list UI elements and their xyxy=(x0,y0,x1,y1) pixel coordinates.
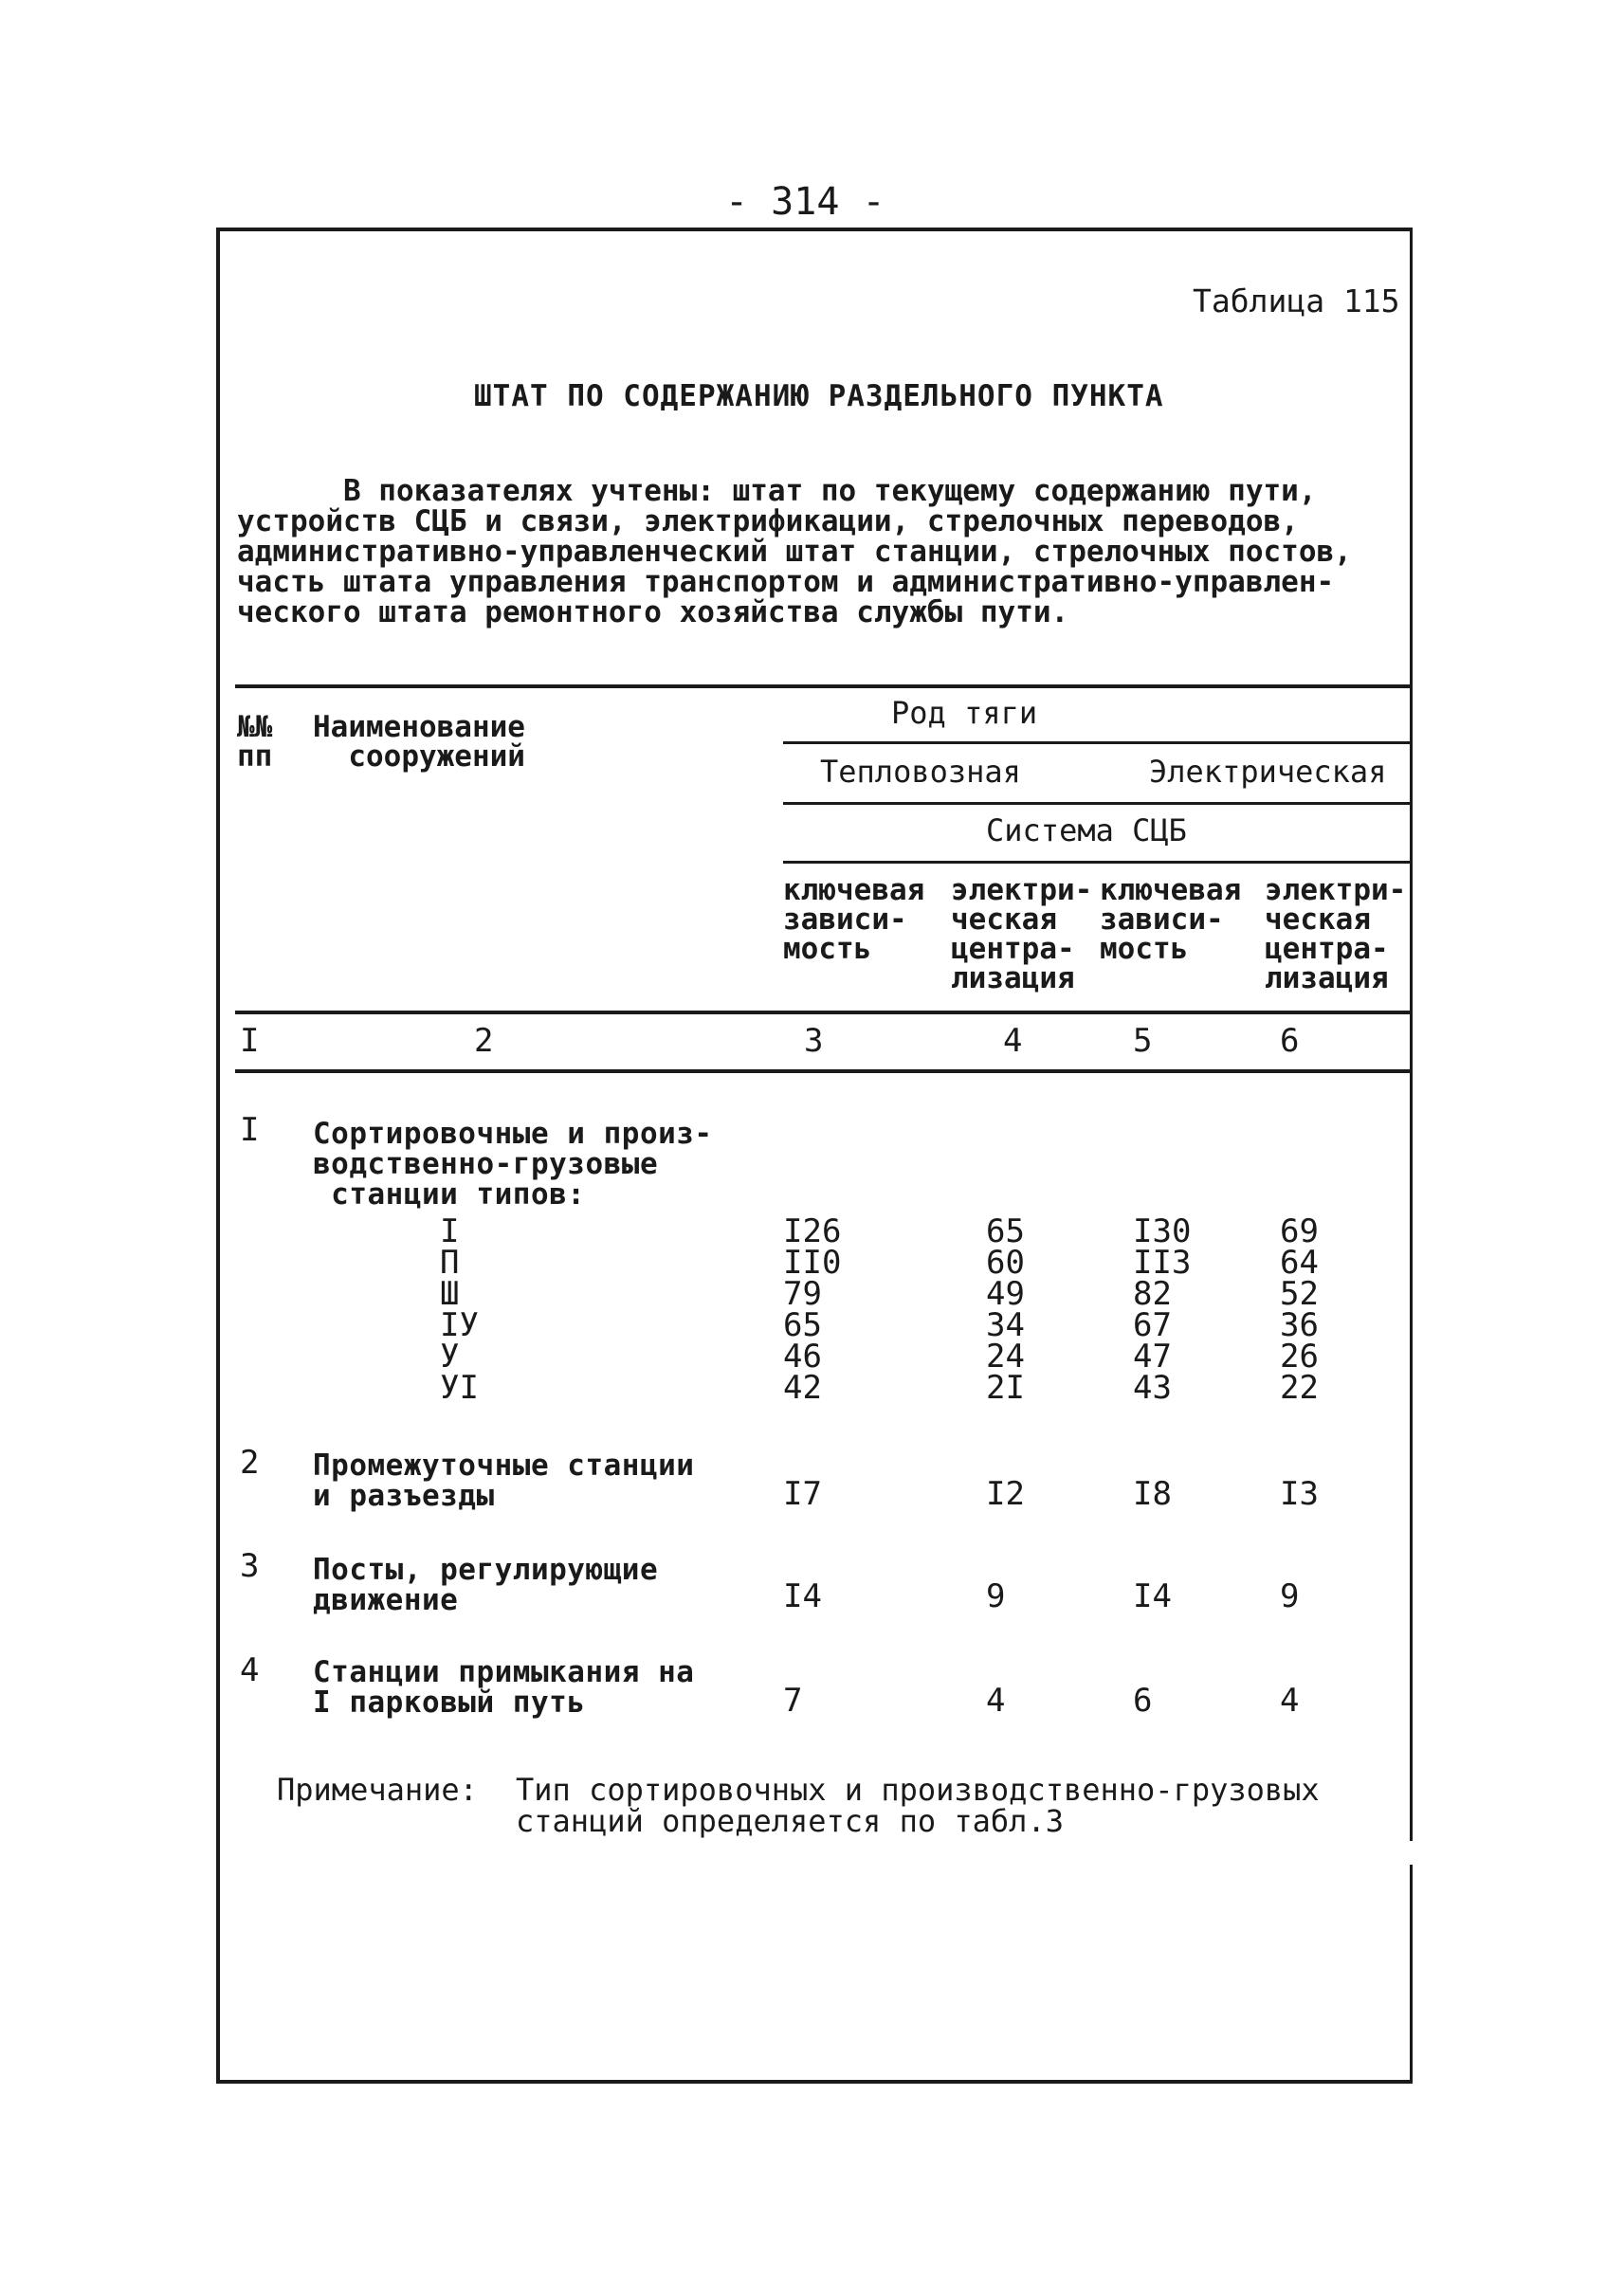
row-1-col6: 69 64 52 36 26 22 xyxy=(1280,1212,1319,1407)
header-num: №№ пп xyxy=(237,710,273,774)
row-4-num: 4 xyxy=(240,1651,260,1689)
row-2-num: 2 xyxy=(240,1444,260,1482)
row-3-col6: 9 xyxy=(1280,1577,1300,1615)
col-number-6: 6 xyxy=(1280,1022,1300,1060)
frame-gap xyxy=(1407,1841,1418,1865)
col-number-1: I xyxy=(240,1022,260,1060)
rule-under-rod-tyagi xyxy=(783,741,1413,744)
row-4-name: Станции примыкания на I парковый путь xyxy=(313,1655,695,1720)
col-number-4: 4 xyxy=(1003,1022,1023,1060)
row-1-num: I xyxy=(240,1111,260,1149)
row-2-col5: I8 xyxy=(1133,1475,1172,1513)
header-col6: электри- ческая центра- лизация xyxy=(1265,873,1407,995)
page-number: - 314 - xyxy=(725,180,885,224)
header-col3: ключевая зависи- мость xyxy=(783,873,925,966)
rule-under-header xyxy=(235,1011,1413,1014)
row-3-col5: I4 xyxy=(1133,1577,1172,1615)
rule-under-traction-types xyxy=(783,802,1413,805)
note-text: Тип сортировочных и производственно-грузовых станций определяется по табл.3 xyxy=(516,1772,1320,1839)
header-rod-tyagi: Род тяги xyxy=(891,695,1038,731)
row-3-col4: 9 xyxy=(986,1577,1006,1615)
header-name: Наименование сооружений xyxy=(313,710,525,774)
row-1-col4: 65 60 49 34 24 2I xyxy=(986,1212,1025,1407)
table-title: ШТАТ ПО СОДЕРЖАНИЮ РАЗДЕЛЬНОГО ПУНКТА xyxy=(474,379,1164,413)
row-1-types: I П Ш IУ У УI xyxy=(440,1212,479,1407)
header-col4: электри- ческая центра- лизация xyxy=(951,873,1093,995)
row-4-col3: 7 xyxy=(783,1682,803,1720)
row-2-col4: I2 xyxy=(986,1475,1025,1513)
table-top-rule xyxy=(235,684,1413,688)
col-number-5: 5 xyxy=(1133,1022,1153,1060)
row-1-name: Сортировочные и произ- водственно-грузовые станции типов: xyxy=(313,1117,713,1212)
row-4-col4: 4 xyxy=(986,1682,1006,1720)
header-col5: ключевая зависи- мость xyxy=(1100,873,1242,966)
row-2-name: Промежуточные станции и разъезды xyxy=(313,1449,695,1513)
row-4-col6: 4 xyxy=(1280,1682,1300,1720)
header-teplovoznaya: Тепловозная xyxy=(820,754,1021,790)
col-number-2: 2 xyxy=(474,1022,494,1060)
intro-paragraph: В показателях учтены: штат по текущему содержанию пути, устройств СЦБ и связи, электрификации, стрелочных переводов, административно-управленческий штат станции, стрелочных постов, часть штата управления транспортом и административно-управлен- ческого штата ремонтного хозяйства службы пути. xyxy=(237,474,1352,629)
rule-under-col-numbers xyxy=(235,1069,1413,1073)
header-sistema-scb: Система СЦБ xyxy=(986,812,1187,848)
row-3-name: Посты, регулирующие движение xyxy=(313,1553,659,1617)
row-4-col5: 6 xyxy=(1133,1682,1153,1720)
table-label: Таблица 115 xyxy=(1193,282,1400,319)
row-2-col3: I7 xyxy=(783,1475,822,1513)
note-label: Примечание: xyxy=(277,1772,478,1808)
row-1-col3: I26 II0 79 65 46 42 xyxy=(783,1212,842,1407)
col-number-3: 3 xyxy=(804,1022,824,1060)
row-1-col5: I30 II3 82 67 47 43 xyxy=(1133,1212,1192,1407)
row-2-col6: I3 xyxy=(1280,1475,1319,1513)
row-3-num: 3 xyxy=(240,1547,260,1585)
header-elektricheskaya: Электрическая xyxy=(1149,754,1387,790)
row-3-col3: I4 xyxy=(783,1577,822,1615)
rule-under-sistema xyxy=(783,861,1413,864)
